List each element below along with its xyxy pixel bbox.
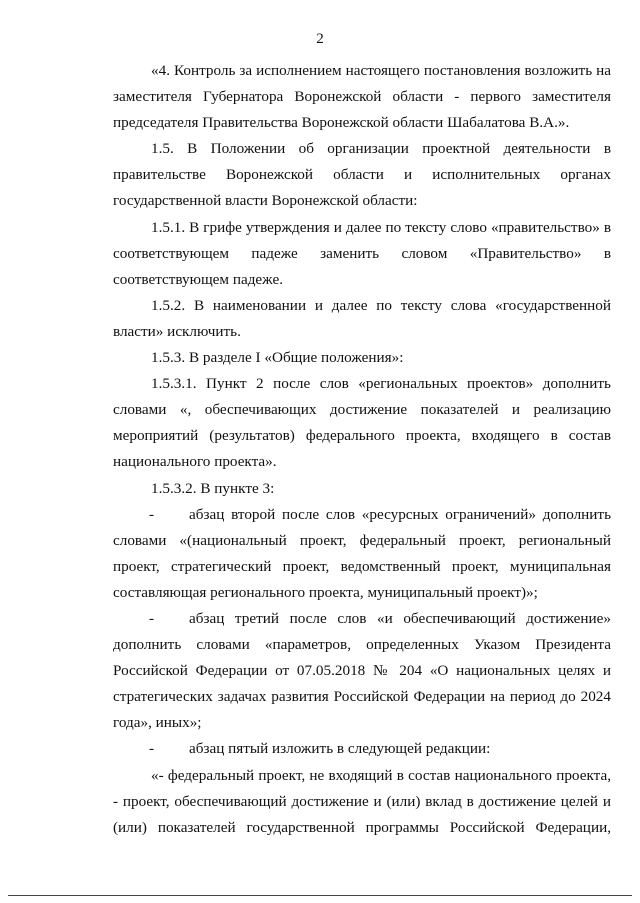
document-body [113,58,611,841]
dash-list-item [113,736,611,762]
dash-list-item [113,606,611,736]
paragraph-1-5: 1.5. В Положении об организации проектной деятельности в правительстве Воронежской области и исполнительных органах государственной власти Воронежской области: [113,140,611,210]
page-number: 2 [316,31,324,47]
paragraph-1-5-1: 1.5.1. В грифе утверждения и далее по тексту слово «правительство» в соответствующем падеже заменить словом «Правительство» в соответствующем падеже. [113,218,611,288]
paragraph-1-5-3: 1.5.3. В разделе I «Общие положения»: [151,349,404,367]
paragraph-1-5-3-1: 1.5.3.1. Пункт 2 после слов «региональных проектов» дополнить словами «, обеспечивающих достижение показателей и реализацию мероприятий (результатов) федерального проекта, входящего в состав национального проекта». [113,375,611,471]
list-dash: - [149,505,155,523]
dash-list-item [113,502,611,606]
list-dash: - [149,740,155,758]
paragraph-federal-project-definition: «- федеральный проект, не входящий в состав национального проекта, - проект, обеспечивающий достижение и (или) вклад в достижение целей и (или) показателей государственной программы Российской Федерации, [113,766,611,836]
paragraph-1-5-2: 1.5.2. В наименовании и далее по тексту слова «государственной власти» исключить. [113,296,611,340]
dash-item-text: абзац пятый изложить в следующей редакции: [189,740,491,758]
list-dash: - [149,609,155,627]
footer-divider [8,895,632,896]
paragraph-1-5-3-2: 1.5.3.2. В пункте 3: [151,479,275,497]
paragraph-control-clause: «4. Контроль за исполнением настоящего постановления возложить на заместителя Губернатора Воронежской области - первого заместителя председателя Правительства Воронежской области Шабалатова В.А.». [113,62,611,132]
dash-item-text: абзац второй после слов «ресурсных ограничений» дополнить словами «(национальный проект, федеральный проект, региональный проект, стратегический проект, ведомственный проект, муниципальная составляющая регионального проекта, муниципальный проект)»; [113,505,611,601]
dash-item-text: абзац третий после слов «и обеспечивающий достижение» дополнить словами «параметров, определенных Указом Президента Российской Федерации от 07.05.2018 № 204 «О национальных целях и стратегических задачах развития Российской Федерации на период до 2024 года», иных»; [113,609,611,732]
